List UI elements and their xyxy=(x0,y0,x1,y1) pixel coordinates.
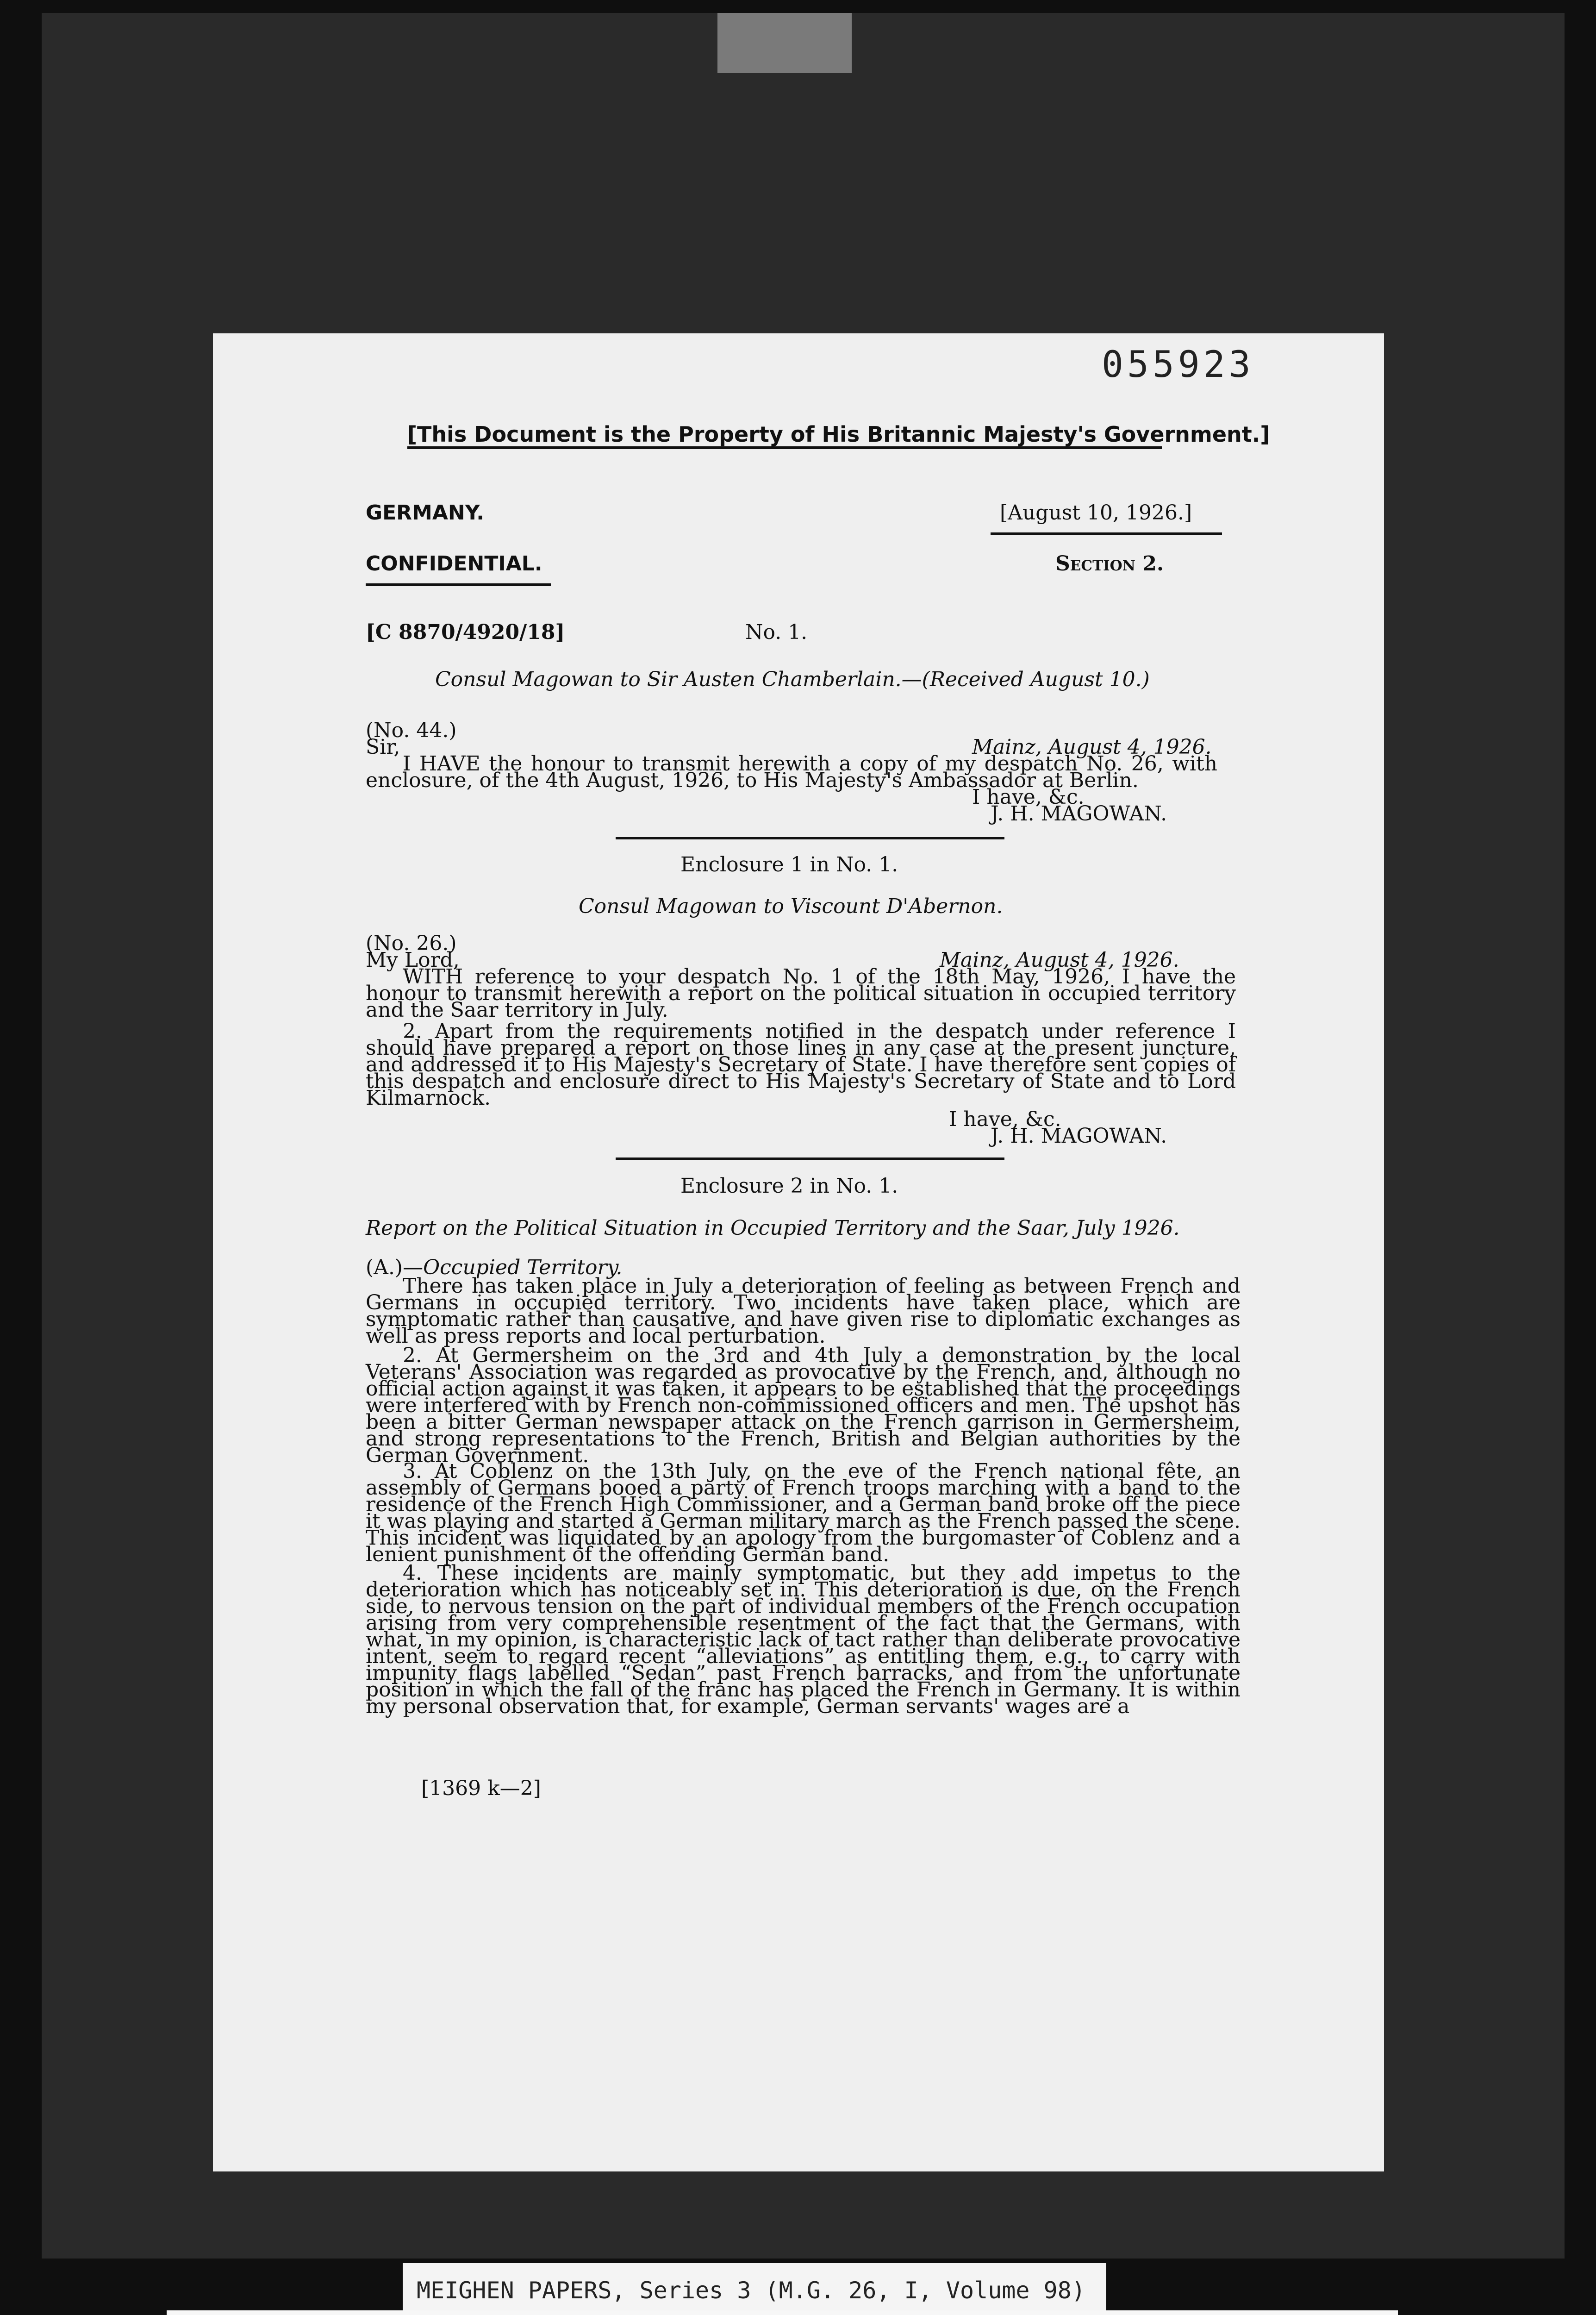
stamp-number: 055923 xyxy=(1102,344,1254,386)
despatch-heading: Consul Magowan to Sir Austen Chamberlain.—(Received August 10.) xyxy=(435,668,1150,691)
divider xyxy=(616,837,1004,839)
enclosure2-para2: 2. At Germersheim on the 3rd and 4th July a demonstration by the local Veterans' Association was regarded as provocative by the French, and, although no official action against it was taken, it appears to be established that the proceedings were interfered with by French non-commissioned officers and men. The upshot has been a bitter German newspaper attack on the French garrison in Germersheim, and strong representations to the French, British and Belgian authorities by the German Government. xyxy=(366,1344,1241,1467)
paper-clip xyxy=(717,13,852,73)
letter1-body: I HAVE the honour to transmit herewith a copy of my despatch No. 26, with enclosure, of the 4th August, 1926, to His Majesty's Ambassador at Berlin. xyxy=(366,752,1217,792)
property-banner: [This Document is the Property of His Britannic Majesty's Government.] xyxy=(407,426,1162,449)
classification: CONFIDENTIAL. xyxy=(366,552,542,576)
letter1-salutation: Sir, xyxy=(366,735,400,759)
despatch-number: No. 1. xyxy=(745,620,808,644)
letter1-place-date: Mainz, August 4, 1926. xyxy=(972,735,1212,759)
enclosure1-heading: Consul Magowan to Viscount D'Abernon. xyxy=(579,895,1003,918)
enclosure1-salutation: My Lord, xyxy=(366,948,460,972)
document-page xyxy=(213,333,1384,2171)
date-rule xyxy=(991,532,1222,535)
collection-label: MEIGHEN PAPERS, Series 3 (M.G. 26, I, Volume 98) xyxy=(403,2263,1106,2315)
enclosure2-para1: There has taken place in July a deterioration of feeling as between French and Germans in occupied territory. Two incidents have taken place, which are symptomatic rather than causative, and have given rise to diplomatic exchanges as well as press reports and local perturbation. xyxy=(366,1274,1241,1348)
letter1-number: (No. 44.) xyxy=(366,719,457,742)
enclosure1-title: Enclosure 1 in No. 1. xyxy=(680,853,898,876)
enclosure2-subheading: (A.)—Occupied Territory. xyxy=(366,1256,623,1279)
archive-card xyxy=(167,2310,1398,2315)
enclosure1-number: (No. 26.) xyxy=(366,932,457,955)
divider xyxy=(616,1158,1004,1160)
enclosure1-para2: 2. Apart from the requirements notified in the despatch under reference I should have prepared a report on those lines in any case at the present juncture, and addressed it to His Majesty's Secretary of State. I have therefore sent copies of this despatch and enclosure direct to His Majesty's Secretary of State and to Lord Kilmarnock. xyxy=(366,1020,1236,1110)
enclosure1-signature: J. H. MAGOWAN. xyxy=(991,1124,1167,1148)
letter1-signature: J. H. MAGOWAN. xyxy=(991,802,1167,826)
enclosure1-closing: I have, &c. xyxy=(949,1107,1061,1131)
letter1-closing: I have, &c. xyxy=(972,785,1085,809)
enclosure2-para4: 4. These incidents are mainly symptomatic, but they add impetus to the deterioration which has noticeably set in. This deterioration is due, on the French side, to nervous tension on the part of individual members of the French occupation arising from very comprehensible resentment of the fact that the Germans, with what, in my opinion, is characteristic lack of tact rather than deliberate provocative intent, seem to regard recent “alleviations” as entitling them, e.g., to carry with impunity flags labelled “Sedan” past French barracks, and from the unfortunate position in which the fall of the franc has placed the French in Germany. It is within my personal observation that, for example, German servants' wages are a xyxy=(366,1561,1241,1718)
classification-rule xyxy=(366,583,551,586)
country-heading: GERMANY. xyxy=(366,501,485,525)
enclosure1-place-date: Mainz, August 4, 1926. xyxy=(940,948,1179,972)
enclosure2-para3: 3. At Coblenz on the 13th July, on the eve of the French national fête, an assembly of Germans booed a party of French troops marching with a band to the residence of the French High Commissioner, and a German band broke off the piece it was playing and started a German military march as the French passed the scene. This incident was liquidated by an apology from the burgomaster of Coblenz and a lenient punishment of the offending German band. xyxy=(366,1459,1241,1566)
enclosure2-heading: Report on the Political Situation in Occupied Territory and the Saar, July 1926. xyxy=(366,1216,1180,1240)
reference-code: [C 8870/4920/18] xyxy=(366,620,565,644)
enclosure2-title: Enclosure 2 in No. 1. xyxy=(680,1174,898,1198)
section-label: Section 2. xyxy=(1055,552,1164,576)
document-date: [August 10, 1926.] xyxy=(1000,501,1192,525)
enclosure1-para1: WITH reference to your despatch No. 1 of the 18th May, 1926, I have the honour to transmit herewith a report on the political situation in occupied territory and the Saar territory in July. xyxy=(366,965,1236,1022)
footer-code: [1369 k—2] xyxy=(421,1777,541,1800)
